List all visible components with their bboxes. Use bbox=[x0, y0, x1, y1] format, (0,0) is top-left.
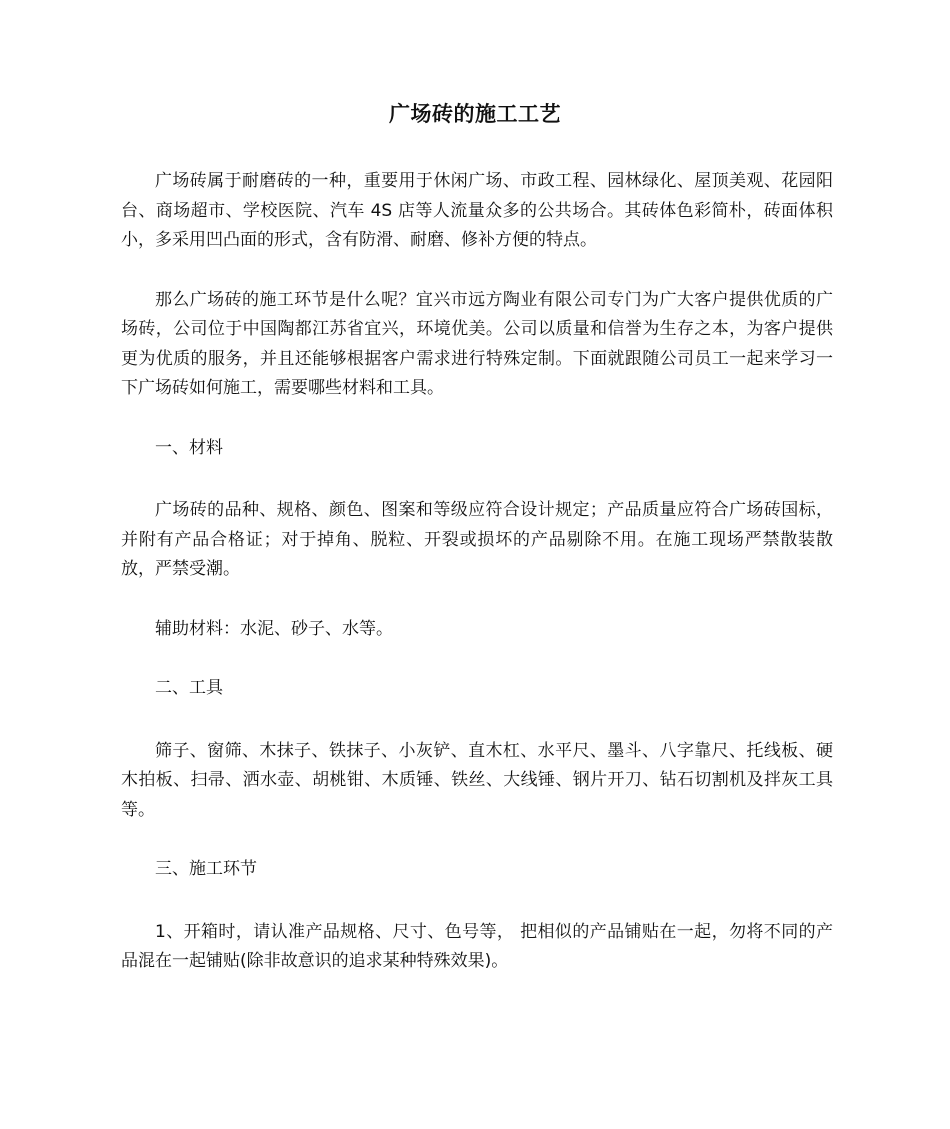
paragraph-tools: 筛子、窗筛、木抹子、铁抹子、小灰铲、直木杠、水平尺、墨斗、八字靠尺、托线板、硬木拍板、扫帚、洒水壶、胡桃钳、木质锤、铁丝、大线锤、钢片开刀、钻石切割机及拌灰工具等。 bbox=[121, 740, 833, 820]
paragraph-step-1: 1、开箱时，请认准产品规格、尺寸、色号等， 把相似的产品铺贴在一起，勿将不同的产品混在一起铺贴(除非故意识的追求某种特殊效果)。 bbox=[121, 921, 833, 971]
section-heading-steps: 三、施工环节 bbox=[155, 859, 257, 879]
paragraph-auxiliary-materials: 辅助材料：水泥、砂子、水等。 bbox=[155, 618, 393, 639]
document-title: 广场砖的施工工艺 bbox=[389, 102, 561, 126]
paragraph-intro: 广场砖属于耐磨砖的一种，重要用于休闲广场、市政工程、园林绿化、屋顶美观、花园阳台、商场超市、学校医院、汽车 4S 店等人流量众多的公共场合。其砖体色彩简朴，砖面体积小，多采用凹凸面的形式，含有防滑、耐磨、修补方便的特点。 bbox=[121, 171, 833, 250]
section-heading-materials: 一、材料 bbox=[155, 437, 223, 458]
document-body bbox=[121, 167, 833, 1007]
paragraph-company: 那么广场砖的施工环节是什么呢？宜兴市远方陶业有限公司专门为广大客户提供优质的广场砖，公司位于中国陶都江苏省宜兴，环境优美。公司以质量和信誉为生存之本，为客户提供更为优质的服务，并且还能够根据客户需求进行特殊定制。下面就跟随公司员工一起来学习一下广场砖如何施工，需要哪些材料和工具。 bbox=[121, 289, 833, 398]
paragraph-materials: 广场砖的品种、规格、颜色、图案和等级应符合设计规定；产品质量应符合广场砖国标，并附有产品合格证；对于掉角、脱粒、开裂或损坏的产品剔除不用。在施工现场严禁散装散放，严禁受潮。 bbox=[121, 500, 833, 579]
section-heading-tools: 二、工具 bbox=[155, 678, 223, 698]
